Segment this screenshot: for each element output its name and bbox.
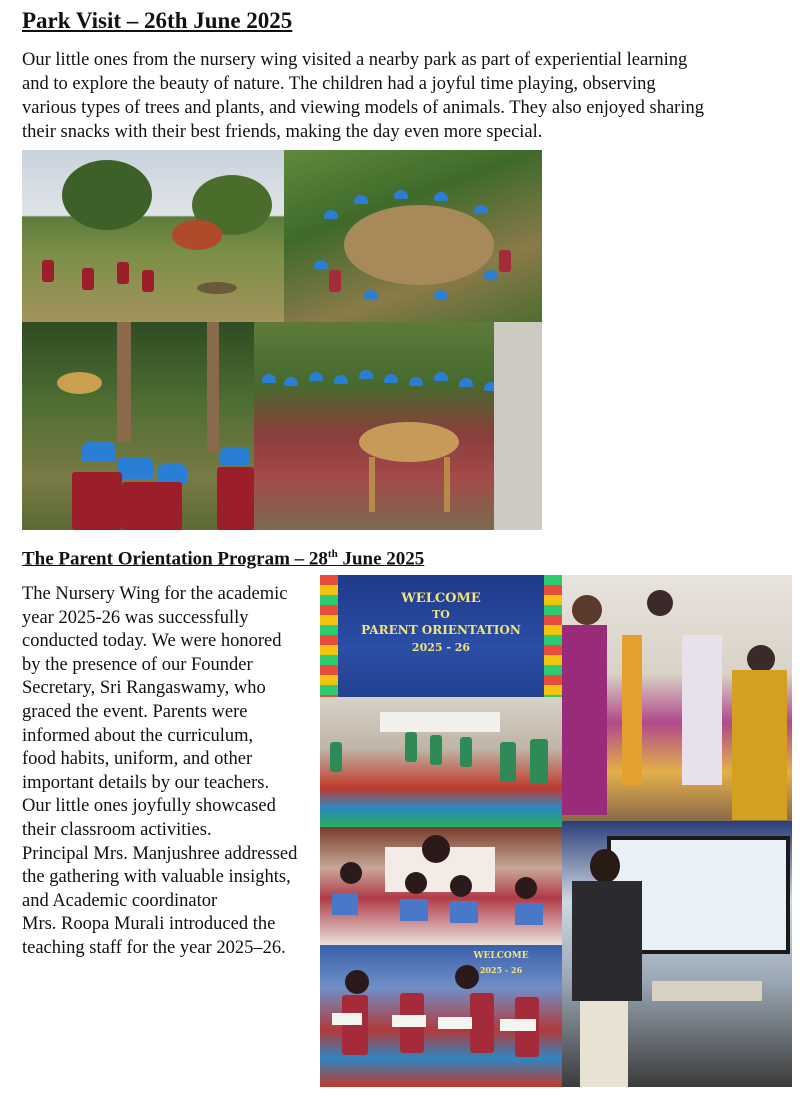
photo-children-animal-model bbox=[22, 322, 254, 530]
paragraph-line: Principal Mrs. Manjushree addressed bbox=[22, 843, 298, 864]
section-title-park-visit: Park Visit – 26th June 2025 bbox=[22, 8, 293, 33]
small-banner-welcome: WELCOME bbox=[473, 951, 529, 961]
paragraph-line: their snacks with their best friends, making the day even more special. bbox=[22, 122, 543, 142]
paragraph-line: Secretary, Sri Rangaswamy, who bbox=[22, 678, 266, 699]
photo-welcome-banner bbox=[320, 575, 562, 697]
paragraph-line: their classroom activities. bbox=[22, 819, 212, 840]
photo-teacher-at-smartboard bbox=[562, 821, 792, 1087]
photo-children-performing bbox=[320, 697, 562, 827]
paragraph-line: Mrs. Roopa Murali introduced the bbox=[22, 914, 276, 935]
photo-group-with-deer-model bbox=[254, 322, 542, 530]
paragraph-line: informed about the curriculum, bbox=[22, 725, 254, 746]
paragraph-line: conducted today. We were honored bbox=[22, 631, 282, 652]
photo-park-playground bbox=[22, 150, 284, 322]
paragraph-line: by the presence of our Founder bbox=[22, 654, 253, 675]
title-superscript: th bbox=[327, 548, 338, 560]
paragraph-line: The Nursery Wing for the academic bbox=[22, 584, 288, 604]
paragraph-line: graced the event. Parents were bbox=[22, 701, 248, 722]
section-title-parent-orientation bbox=[22, 548, 424, 570]
title-part: The Parent Orientation Program – 28 bbox=[22, 548, 328, 570]
photo-children-holding-signs bbox=[320, 945, 562, 1087]
title-part: June 2025 bbox=[337, 548, 425, 570]
photo-children-sitting-circle bbox=[284, 150, 542, 322]
paragraph-line: and to explore the beauty of nature. The children had a joyful time playing, observing bbox=[22, 74, 656, 94]
photo-lamp-lighting bbox=[562, 575, 792, 821]
banner-year: 2025 - 26 bbox=[411, 641, 471, 654]
banner-welcome: WELCOME bbox=[401, 591, 481, 606]
photo-children-showcasing-activities bbox=[320, 827, 562, 945]
small-banner-year: 2025 - 26 bbox=[479, 965, 523, 975]
paragraph-line: food habits, uniform, and other bbox=[22, 749, 253, 770]
paragraph-line: important details by our teachers. bbox=[22, 772, 270, 793]
paragraph-line: year 2025-26 was successfully bbox=[22, 607, 249, 628]
paragraph-line: Our little ones from the nursery wing visited a nearby park as part of experiential learning bbox=[22, 50, 688, 70]
banner-to: TO bbox=[432, 608, 450, 621]
paragraph-line: and Academic coordinator bbox=[22, 890, 218, 911]
paragraph-line: the gathering with valuable insights, bbox=[22, 867, 291, 888]
paragraph-line: teaching staff for the year 2025–26. bbox=[22, 937, 286, 958]
banner-parent-orientation: PARENT ORIENTATION bbox=[361, 623, 521, 637]
paragraph-line: Our little ones joyfully showcased bbox=[22, 796, 276, 817]
park-visit-paragraph bbox=[22, 48, 782, 144]
paragraph-line: various types of trees and plants, and viewing models of animals. They also enjoyed sharing bbox=[22, 98, 704, 118]
parent-orientation-paragraph bbox=[22, 583, 322, 961]
